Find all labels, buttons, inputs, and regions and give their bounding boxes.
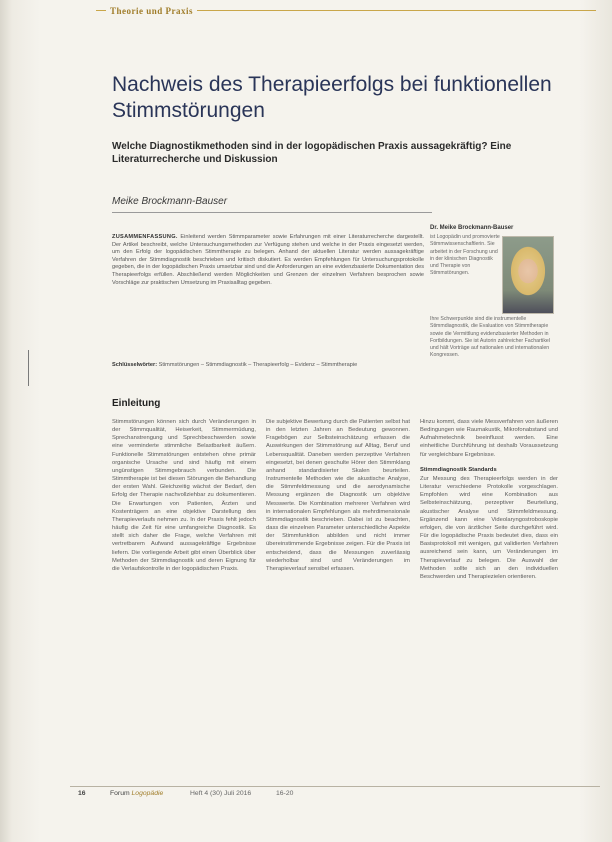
- bio-text-top: ist Logopädin und promovierte Stimmwissenschaftlerin. Sie arbeitet in der Forschung und in der klinischen Diagnostik und Therapie von Stimmstörungen.: [430, 234, 500, 277]
- journal-name-accent: Logopädie: [131, 790, 164, 797]
- author-bio: [430, 225, 554, 360]
- intro-heading: Einleitung: [112, 398, 161, 409]
- bio-text-bottom: Ihre Schwerpunkte sind die instrumentelle Stimmdiagnostik, die Evaluation von Stimmtherapie sowie die Vermittlung evidenzbasierter Methoden in Fortbildungen. Sie ist Autorin zahlreicher Fachartikel und hält Vorträge auf nationalen und internationalen Kongressen.: [430, 316, 550, 359]
- margin-marker: [28, 350, 29, 386]
- author-photo: [502, 236, 554, 314]
- article-title: Nachweis des Therapieerfolgs bei funktionellen Stimmstörungen: [112, 73, 552, 122]
- abstract-text: Einleitend werden Stimmparameter sowie Erfahrungen mit einer Literaturrecherche dargestellt. Der Artikel beschreibt, welche Untersuchungsmethoden zur Verfügung stehen und welche in der Praxis eingesetzt werden, um den Erfolg der logopädischen Stimmtherapie zu belegen. Anhand der aktuellen Literatur werden aussagekräftige Verfahren der Stimmdiagnostik beschrieben und kritisch diskutiert. Es werden Empfehlungen für Untersuchungsprotokolle gegeben, die in der logopädischen Praxis umsetzbar sind und die Anforderungen an eine evidenzbasierte Dokumentation des Therapieerfolgs erfüllen. Abschließend werden Möglichkeiten und Grenzen der einzelnen Verfahren besprochen sowie Vorschläge zur praktischen Umsetzung im Praxisalltag gegeben.: [112, 234, 424, 286]
- page-number: 16: [78, 790, 86, 797]
- footer-rule: [70, 786, 600, 787]
- section-label: Theorie und Praxis: [106, 6, 197, 16]
- bio-name: Dr. Meike Brockmann-Bauser: [430, 225, 514, 231]
- journal-name-main: Forum: [110, 790, 130, 797]
- journal-name: [110, 790, 163, 797]
- article-subtitle: Welche Diagnostikmethoden sind in der logopädischen Praxis aussagekräftig? Eine Literaturrecherche und Diskussion: [112, 141, 512, 165]
- keywords-text: Stimmstörungen – Stimmdiagnostik – Therapieerfolg – Evidenz – Stimmtherapie: [158, 362, 358, 368]
- keywords-label: Schlüsselwörter:: [112, 362, 158, 368]
- col3-subheading: Stimmdiagnostik Standards: [420, 466, 497, 473]
- abstract: [112, 234, 424, 287]
- author-rule: [112, 212, 432, 213]
- keywords: [112, 362, 424, 370]
- issue-info: Heft 4 (30) Juli 2016: [190, 790, 252, 797]
- body-column-3: [420, 418, 558, 581]
- author-name: Meike Brockmann-Bauser: [112, 196, 228, 207]
- body-column-2: Die subjektive Bewertung durch die Patienten selbst hat in den letzten Jahren an Bedeutung gewonnen. Fragebögen zur Selbsteinschätzung erfassen die Auswirkungen der Stimmstörung auf Alltag, Beruf und Lebensqualität. Daneben werden perzeptive Verfahren eingesetzt, bei denen geschulte Hörer den Stimmklang anhand standardisierter Skalen beurteilen. Instrumentelle Methoden wie die akustische Analyse, die Stimmfeldmessung und die aerodynamische Messung ergänzen die Diagnostik um objektive Messwerte. Die Kombination mehrerer Verfahren wird in internationalen Empfehlungen als mehrdimensionale Stimmdiagnostik beschrieben. Dabei ist zu beachten, dass die einzelnen Parameter unterschiedliche Aspekte der Stimmfunktion abbilden und nicht immer übereinstimmende Ergebnisse zeigen. Für die Praxis ist entscheidend, dass die Messungen zuverlässig wiederholbar sind und Veränderungen im Therapieverlauf sensibel erfassen.: [266, 419, 410, 572]
- col3-text-a: Hinzu kommt, dass viele Messverfahren von äußeren Bedingungen wie Raumakustik, Mikrofonabstand und Aufnahmetechnik beeinflusst werden. Eine einheitliche Durchführung ist deshalb Voraussetzung für vergleichbare Ergebnisse.: [420, 419, 558, 458]
- col3-text-b: Zur Messung des Therapieerfolgs werden in der Literatur verschiedene Protokolle vorgeschlagen. Empfohlen wird eine Kombination aus Selbsteinschätzung, perzeptiver Beurteilung, akustischer Analyse und Stimmfeldmessung. Ergänzend kann eine Videolaryngostroboskopie erfolgen, die von ärztlicher Seite durchgeführt wird. Für die logopädische Praxis bedeutet dies, dass ein Basisprotokoll mit wenigen, gut validierten Verfahren ausreichend sein kann, um Veränderungen im Therapieverlauf zu belegen. Die Auswahl der Methoden sollte sich an den individuellen Beschwerden und Therapiezielen orientieren.: [420, 475, 558, 580]
- page-range: 16-20: [276, 790, 294, 797]
- body-column-1: Stimmstörungen können sich durch Veränderungen in der Stimmqualität, Heiserkeit, Stimmermüdung, Sprechanstrengung und Sprechbeschwerden sowie eine verminderte stimmliche Belastbarkeit äußern. Funktionelle Stimmstörungen entstehen ohne primär organische Ursache und sind häufig mit einem ungünstigen Stimmgebrauch verbunden. Die Stimmtherapie ist bei diesen Störungen die Behandlung der ersten Wahl. Gleichzeitig wächst der Bedarf, den Erfolg der Therapie nachvollziehbar zu dokumentieren. Die Erwartungen von Patienten, Ärzten und Kostenträgern an eine objektive Darstellung des Therapieverlaufs nehmen zu. In der Praxis fehlt jedoch häufig die Zeit für eine umfangreiche Diagnostik. Es stellt sich daher die Frage, welche Verfahren mit vertretbarem Aufwand aussagekräftige Ergebnisse liefern. Die vorliegende Arbeit gibt einen Überblick über Methoden der Stimmdiagnostik und deren Eignung für die Verlaufskontrolle in der logopädischen Praxis.: [112, 419, 256, 572]
- abstract-lead: ZUSAMMENFASSUNG.: [112, 234, 178, 240]
